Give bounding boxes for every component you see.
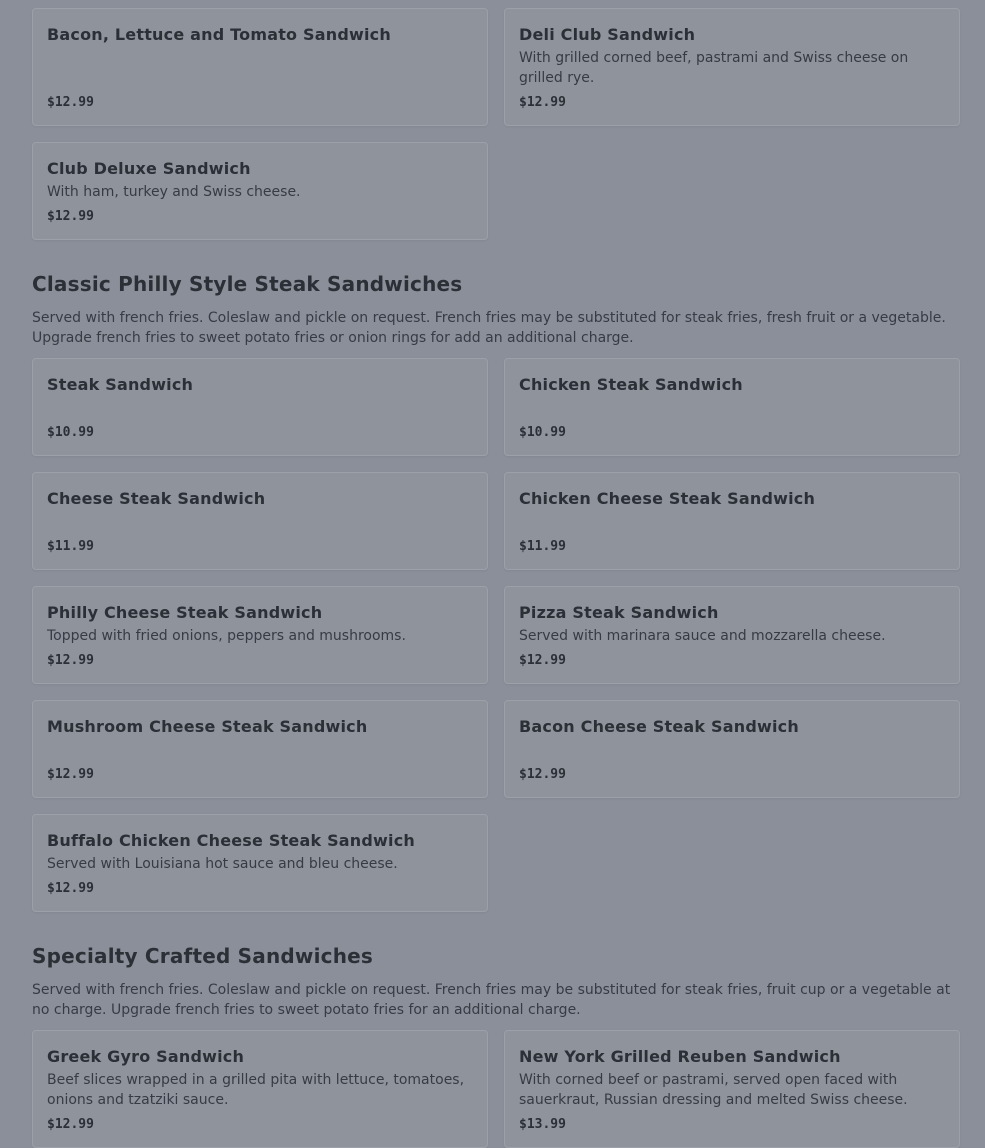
menu-item-description: Served with marinara sauce and mozzarella cheese. — [519, 628, 886, 644]
menu-item-card[interactable] — [504, 358, 960, 456]
menu-item-card[interactable] — [32, 142, 488, 240]
menu-item-name: Philly Cheese Steak Sandwich — [47, 603, 323, 622]
menu-item-card[interactable] — [32, 358, 488, 456]
menu-item-price: $11.99 — [47, 539, 94, 554]
menu-item-price: $12.99 — [519, 653, 566, 668]
menu-item-card[interactable] — [504, 472, 960, 570]
menu-item-price: $11.99 — [519, 539, 566, 554]
menu-item-price: $12.99 — [47, 881, 94, 896]
menu-item-card[interactable] — [504, 8, 960, 126]
menu-item-price: $10.99 — [47, 425, 94, 440]
menu-item-name: Bacon Cheese Steak Sandwich — [519, 717, 799, 736]
section-description: Served with french fries. Coleslaw and pickle on request. French fries may be substituted for steak fries, fresh fruit or a vegetable. Upgrade french fries to sweet potato fries or onion rings for add an additional charge. — [32, 310, 946, 346]
menu-item-price: $12.99 — [519, 95, 566, 110]
section-title: Classic Philly Style Steak Sandwiches — [32, 272, 463, 296]
menu-item-name: Chicken Steak Sandwich — [519, 375, 743, 394]
menu-item-card[interactable] — [32, 472, 488, 570]
menu-grid-sandwiches — [32, 8, 961, 240]
menu-item-name: Steak Sandwich — [47, 375, 194, 394]
menu-item-price: $12.99 — [47, 95, 94, 110]
menu-item-card[interactable] — [32, 586, 488, 684]
menu-item-name: Mushroom Cheese Steak Sandwich — [47, 717, 368, 736]
menu-page — [32, 0, 961, 1148]
menu-item-price: $12.99 — [47, 767, 94, 782]
menu-item-name: Deli Club Sandwich — [519, 25, 696, 44]
menu-item-price: $12.99 — [47, 1117, 94, 1132]
menu-item-card[interactable] — [32, 8, 488, 126]
menu-item-description: Topped with fried onions, peppers and mushrooms. — [47, 628, 406, 644]
menu-item-price: $12.99 — [519, 767, 566, 782]
menu-item-name: Club Deluxe Sandwich — [47, 159, 251, 178]
menu-item-name: Chicken Cheese Steak Sandwich — [519, 489, 816, 508]
menu-item-description: With grilled corned beef, pastrami and Swiss cheese on grilled rye. — [519, 50, 909, 86]
menu-item-name: Greek Gyro Sandwich — [47, 1047, 245, 1066]
menu-item-name: Bacon, Lettuce and Tomato Sandwich — [47, 25, 391, 44]
menu-item-card[interactable] — [504, 1030, 960, 1148]
menu-item-price: $12.99 — [47, 653, 94, 668]
menu-item-description: With ham, turkey and Swiss cheese. — [47, 184, 301, 200]
menu-item-name: Buffalo Chicken Cheese Steak Sandwich — [47, 831, 415, 850]
menu-grid-specialty — [32, 1030, 961, 1148]
menu-grid-philly-steak — [32, 358, 961, 912]
menu-item-name: New York Grilled Reuben Sandwich — [519, 1047, 841, 1066]
menu-item-card[interactable] — [32, 1030, 488, 1148]
section-description: Served with french fries. Coleslaw and pickle on request. French fries may be substituted for steak fries, fruit cup or a vegetable at no charge. Upgrade french fries to sweet potato fries for an additional charge. — [32, 982, 951, 1018]
menu-item-name: Pizza Steak Sandwich — [519, 603, 719, 622]
menu-item-description: Beef slices wrapped in a grilled pita with lettuce, tomatoes, onions and tzatziki sauce. — [47, 1072, 465, 1108]
menu-item-price: $12.99 — [47, 209, 94, 224]
menu-item-name: Cheese Steak Sandwich — [47, 489, 266, 508]
menu-item-price: $10.99 — [519, 425, 566, 440]
menu-item-card[interactable] — [32, 700, 488, 798]
menu-item-description: With corned beef or pastrami, served open faced with sauerkraut, Russian dressing and melted Swiss cheese. — [519, 1072, 908, 1108]
menu-item-card[interactable] — [504, 586, 960, 684]
section-title: Specialty Crafted Sandwiches — [32, 944, 374, 968]
menu-item-card[interactable] — [32, 814, 488, 912]
menu-item-card[interactable] — [504, 700, 960, 798]
menu-item-price: $13.99 — [519, 1117, 566, 1132]
menu-item-description: Served with Louisiana hot sauce and bleu cheese. — [47, 856, 398, 872]
